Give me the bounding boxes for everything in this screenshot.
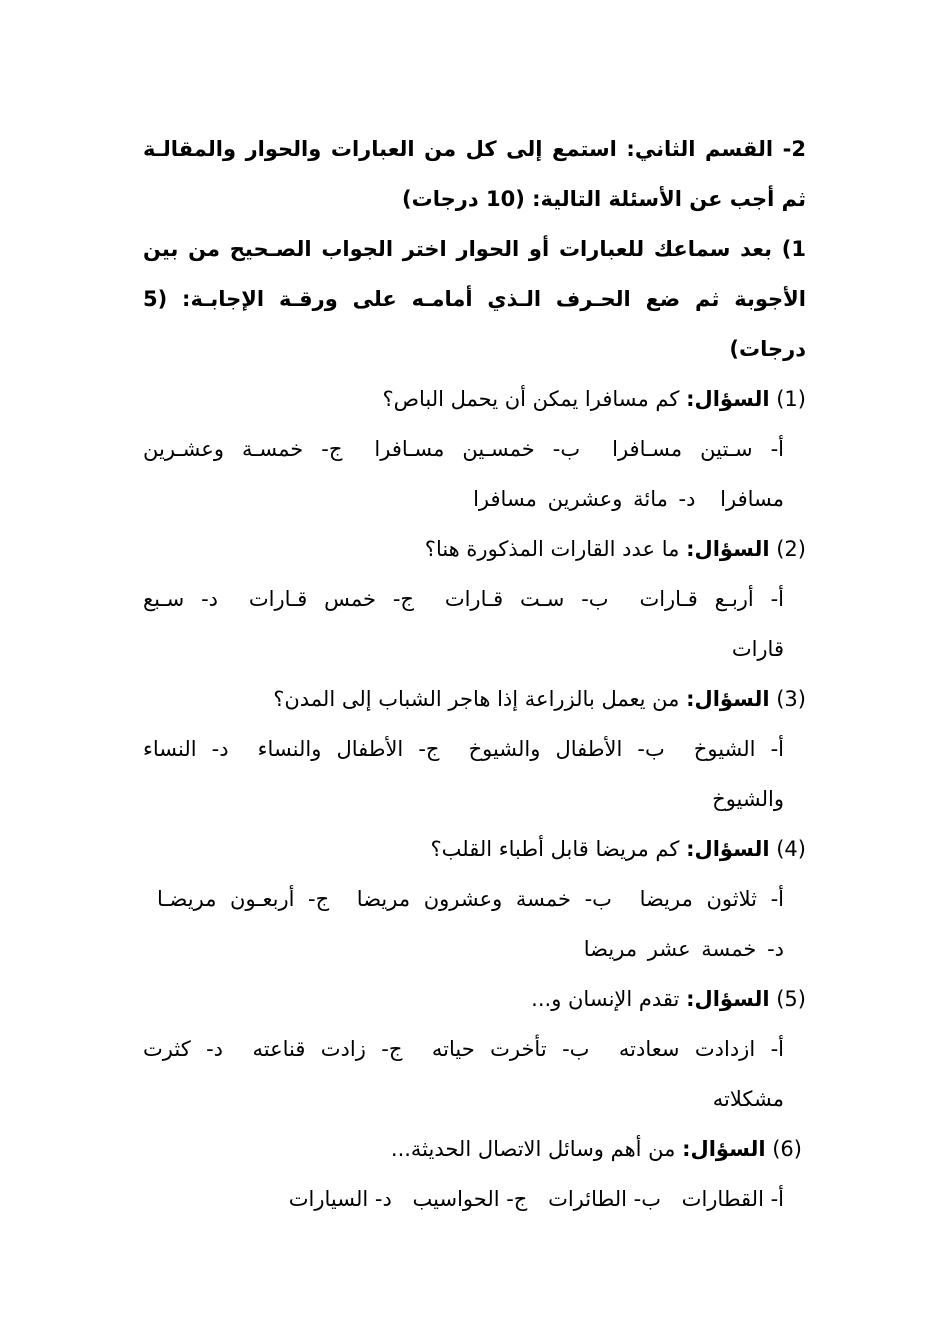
option-a: أ- الشيوخ: [693, 737, 784, 761]
option-d: د- خمسة عشر مريضا: [583, 937, 784, 961]
question-4: [143, 824, 806, 874]
option-d: د- السيارات: [288, 1187, 392, 1211]
option-c: ج- أربعـون مريضـا: [157, 887, 330, 911]
document-page: [143, 124, 806, 1224]
question-3: [143, 674, 806, 724]
option-c: ج- الحواسيب: [412, 1187, 528, 1211]
question-1-options: [143, 424, 806, 524]
option-a: أ- أربـع قـارات: [639, 587, 785, 611]
option-c: ج- الأطفال والنساء: [257, 737, 440, 761]
option-b: ب- الطائرات: [548, 1187, 661, 1211]
question-text: من يعمل بالزراعة إذا هاجر الشباب إلى المدن؟: [273, 687, 680, 711]
question-number: (3): [776, 687, 806, 711]
question-1: [143, 374, 806, 424]
section-title: 2- القسم الثاني: استمع إلى كل من العبارات والحوار والمقالـة ثم أجب عن الأسئلة التالية: (10 درجات): [143, 137, 806, 211]
section-instruction: 1) بعد سماعك للعبارات أو الحوار اختر الجواب الصـحيح من بين الأجوبة ثم ضع الحـرف الـذي أمامـه على ورقـة الإجابـة: (5 درجات): [143, 237, 806, 361]
option-b: ب- خمسـين مسـافرا: [374, 437, 581, 461]
question-6-options: [143, 1174, 806, 1224]
option-b: ب- الأطفال والشيوخ: [468, 737, 665, 761]
question-label: السؤال:: [686, 987, 770, 1011]
option-d: د- كثرت مشكلاته: [143, 1037, 784, 1111]
option-b: ب- سـت قـارات: [444, 587, 609, 611]
option-c: ج- زادت قناعته: [252, 1037, 403, 1061]
question-text: كم مريضا قابل أطباء القلب؟: [430, 837, 680, 861]
question-number: (4): [776, 837, 806, 861]
question-number: (6): [772, 1137, 802, 1161]
option-d: د- النساء والشيوخ: [143, 737, 784, 811]
option-c: ج- خمس قـارات: [248, 587, 414, 611]
question-label: السؤال:: [686, 687, 770, 711]
question-label: السؤال:: [686, 837, 770, 861]
option-c: ج- خمسـة وعشـرين مسافرا: [143, 437, 784, 511]
question-label: السؤال:: [686, 537, 770, 561]
question-text: من أهم وسائل الاتصال الحديثة...: [390, 1137, 676, 1161]
option-a: أ- ازدادت سعادته: [618, 1037, 784, 1061]
option-d: د- سـبع قارات: [143, 587, 784, 661]
question-3-options: [143, 724, 806, 824]
question-2-options: [143, 574, 806, 674]
question-4-options: [143, 874, 806, 974]
question-text: كم مسافرا يمكن أن يحمل الباص؟: [382, 387, 680, 411]
option-a: أ- سـتين مسـافرا: [612, 437, 784, 461]
question-text: تقدم الإنسان و...: [531, 987, 680, 1011]
question-number: (1): [776, 387, 806, 411]
option-a: أ- ثلاثون مريضا: [639, 887, 784, 911]
option-a: أ- القطارات: [681, 1187, 784, 1211]
question-5: [143, 974, 806, 1024]
question-2: [143, 524, 806, 574]
option-b: ب- تأخرت حياته: [431, 1037, 590, 1061]
question-label: السؤال:: [682, 1137, 766, 1161]
option-b: ب- خمسة وعشرون مريضا: [356, 887, 612, 911]
option-d: د- مائة وعشرين مسافرا: [473, 487, 696, 511]
question-text: ما عدد القارات المذكورة هنا؟: [424, 537, 680, 561]
question-6: [143, 1124, 806, 1174]
question-5-options: [143, 1024, 806, 1124]
question-number: (2): [776, 537, 806, 561]
question-label: السؤال:: [686, 387, 770, 411]
question-number: (5): [776, 987, 806, 1011]
